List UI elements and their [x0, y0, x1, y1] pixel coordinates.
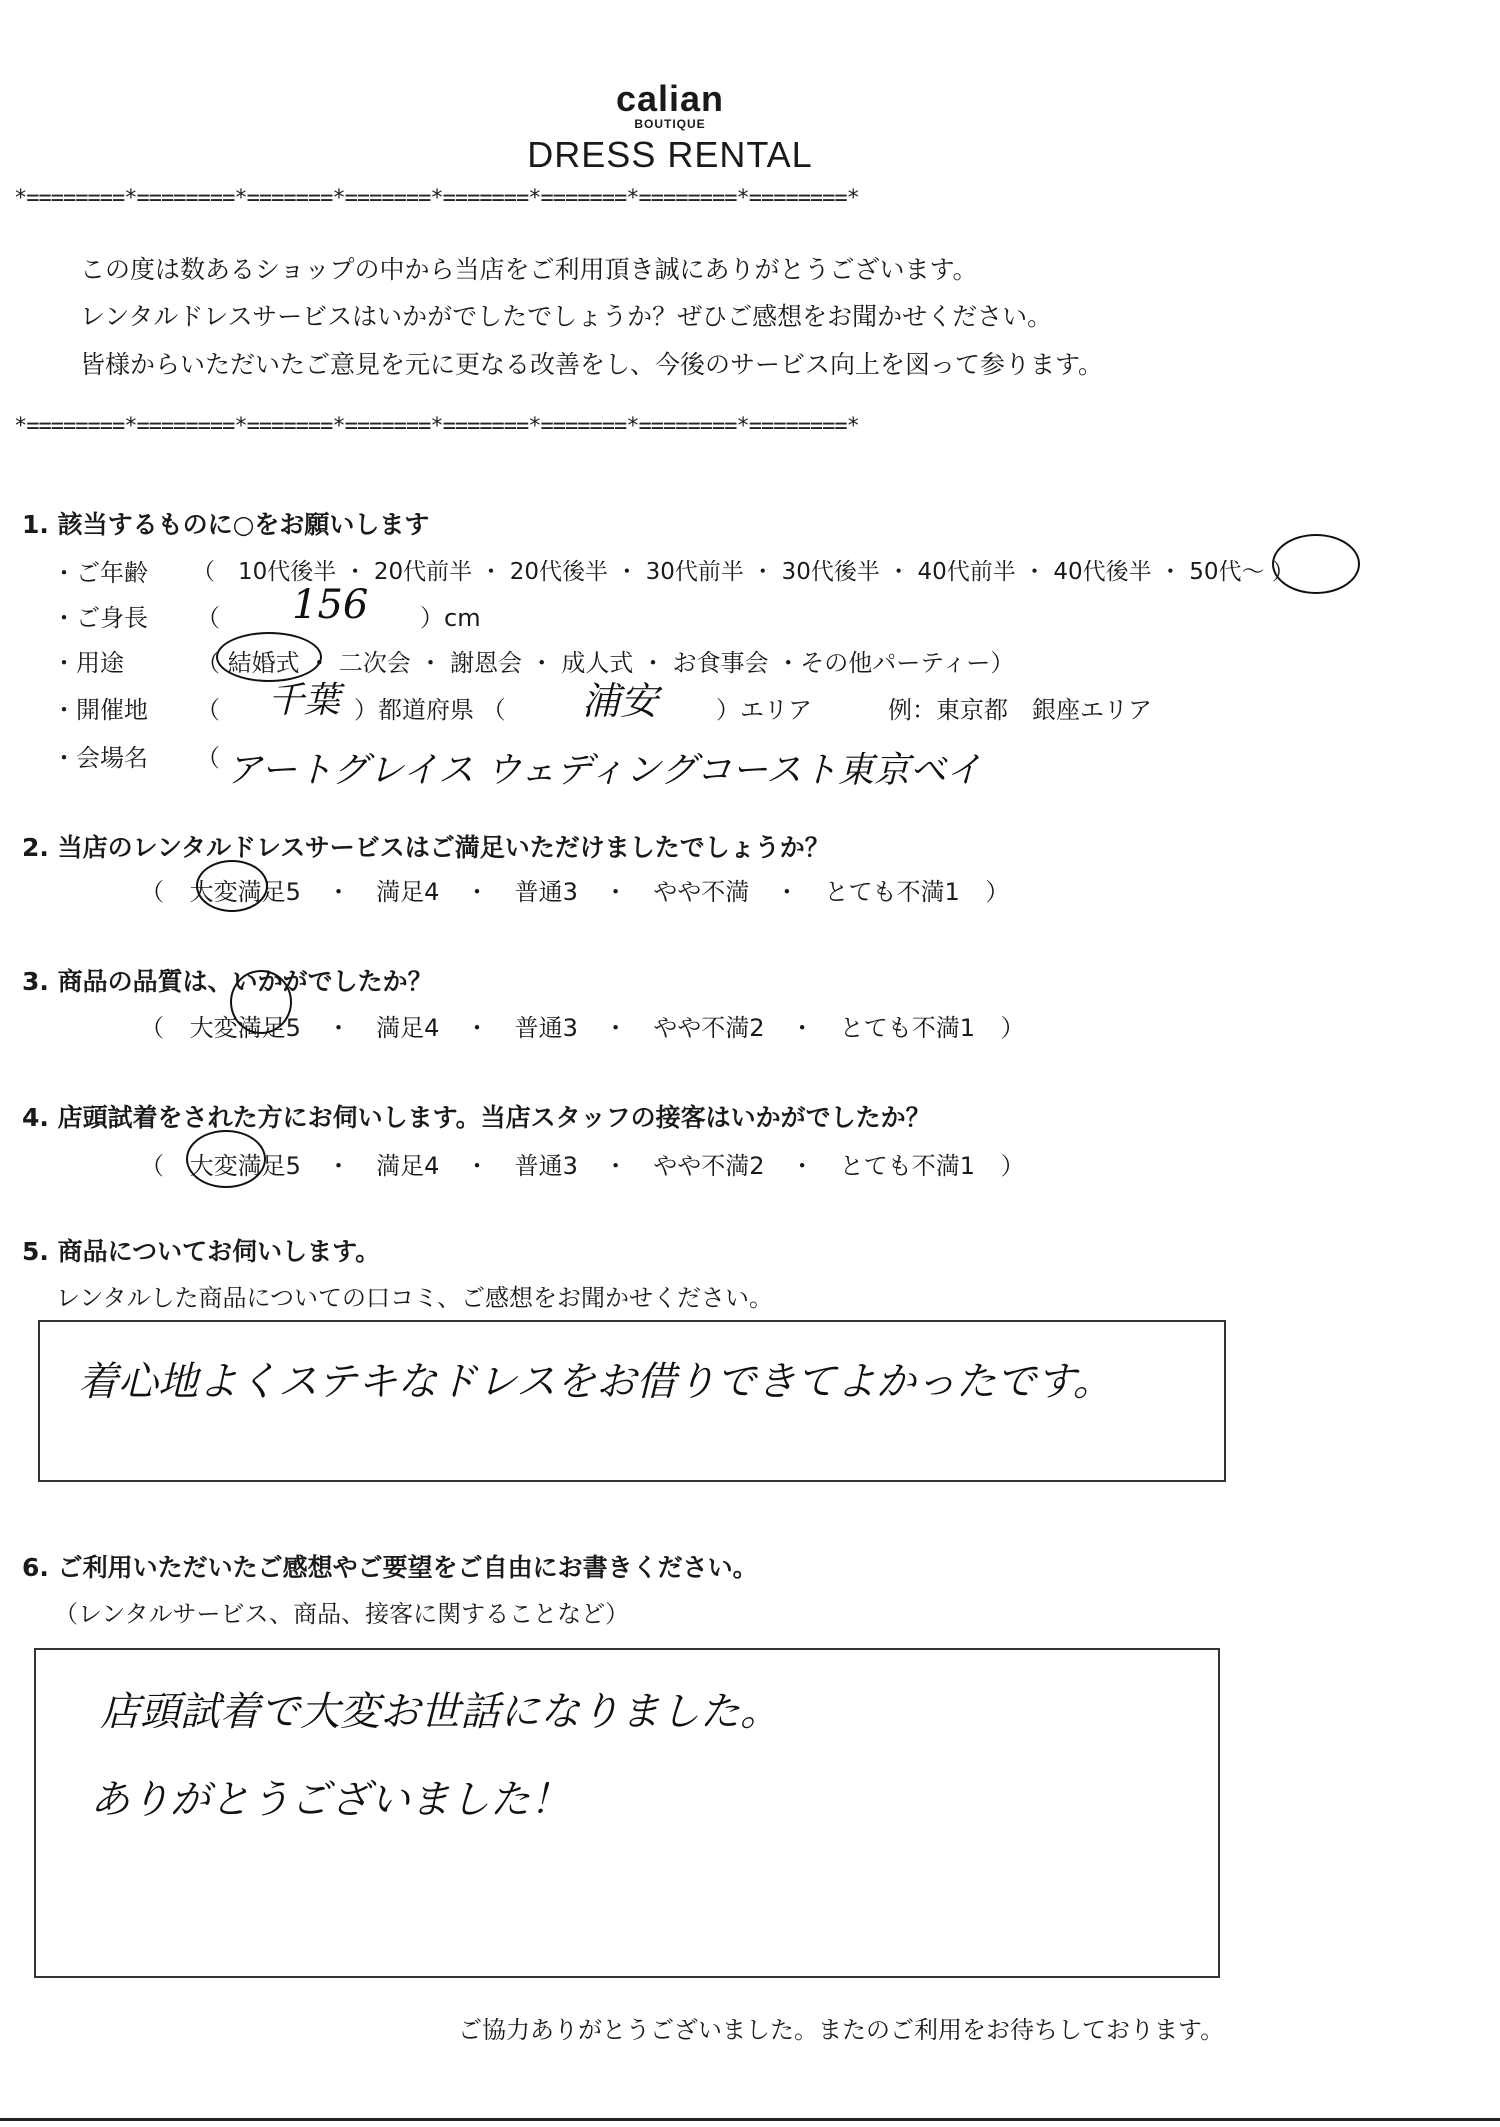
- venue-mid: ）都道府県 （: [354, 696, 506, 724]
- venue-example: 例：東京都 銀座エリア: [888, 696, 1152, 724]
- intro-line-2: レンタルドレスサービスはいかがでしたでしょうか？ぜひご感想をお聞かせください。: [80, 302, 1053, 331]
- q6-title: 6. ご利用いただいたご感想やご要望をご自由にお書きください。: [22, 1553, 758, 1582]
- q5-answer-text: 着心地よくステキなドレスをお借りできてよかったです。: [78, 1359, 1113, 1405]
- height-label: ・ご身長: [52, 604, 148, 632]
- q6-answer-line-2: ありがとうございました！: [90, 1777, 570, 1823]
- q3-selected-circle: [230, 970, 292, 1034]
- brand-sub: BOUTIQUE: [634, 117, 706, 131]
- q4-title: 4. 店頭試着をされた方にお伺いします。当店スタッフの接客はいかがでしたか？: [22, 1103, 931, 1132]
- q2-title: 2. 当店のレンタルドレスサービスはご満足いただけましたでしょうか？: [22, 833, 830, 862]
- age-options: （ 10代後半 ・ 20代前半 ・ 20代後半 ・ 30代前半 ・ 30代後半 ・ 40代前半 ・ 40代後半 ・ 50代～ ）: [192, 559, 1295, 585]
- age-selected-circle: [1272, 534, 1360, 594]
- q5-subtitle: レンタルした商品についての口コミ、ご感想をお聞かせください。: [56, 1284, 773, 1312]
- purpose-label: ・用途: [52, 649, 124, 677]
- form-title: DRESS RENTAL: [527, 134, 813, 175]
- venue-open: （: [196, 696, 220, 724]
- q2-scale: （ 大変満足5 ・ 満足4 ・ 普通3 ・ やや不満 ・ とても不満1 ）: [140, 878, 1010, 906]
- q6-answer-line-1: 店頭試着で大変お世話になりました。: [100, 1689, 780, 1735]
- q3-scale: （ 大変満足5 ・ 満足4 ・ 普通3 ・ やや不満2 ・ とても不満1 ）: [140, 1014, 1025, 1042]
- venue-pref-value[interactable]: 千葉: [268, 680, 341, 721]
- height-value[interactable]: 156: [292, 582, 369, 628]
- q4-selected-circle: [186, 1130, 266, 1188]
- venue-area-value[interactable]: 浦安: [582, 679, 659, 723]
- q4-scale: （ 大変満足5 ・ 満足4 ・ 普通3 ・ やや不満2 ・ とても不満1 ）: [140, 1152, 1025, 1180]
- q1-title: 1. 該当するものに○をお願いします: [22, 510, 430, 539]
- footer-thanks: ご協力ありがとうございました。またのご利用をお待ちしております。: [458, 2016, 1225, 2044]
- hall-label: ・会場名: [52, 744, 148, 772]
- q3-title: 3. 商品の品質は、いかがでしたか？: [22, 967, 433, 996]
- q2-selected-circle: [196, 860, 268, 912]
- q6-subtitle: （レンタルサービス、商品、接客に関することなど）: [54, 1600, 630, 1628]
- venue-label: ・開催地: [52, 696, 148, 724]
- divider-bottom: *========*========*=======*=======*=======*=======*========*========*: [14, 414, 859, 439]
- hall-value[interactable]: アートグレイス ウェディングコースト東京ベイ: [226, 750, 982, 791]
- divider-top: *========*========*=======*=======*=======*=======*========*========*: [14, 186, 859, 211]
- age-label: ・ご年齢: [52, 559, 148, 587]
- brand-logo: calian: [615, 78, 725, 119]
- intro-line-1: この度は数あるショップの中から当店をご利用頂き誠にありがとうございます。: [80, 255, 978, 284]
- hall-open: （: [196, 744, 220, 772]
- height-open: （: [196, 604, 220, 632]
- venue-close: ）エリア: [716, 696, 812, 724]
- bottom-rule: [0, 2118, 1500, 2121]
- intro-line-3: 皆様からいただいたご意見を元に更なる改善をし、今後のサービス向上を図って参ります。: [80, 350, 1104, 379]
- q5-title: 5. 商品についてお伺いします。: [22, 1237, 381, 1266]
- height-close: ）cm: [420, 604, 481, 632]
- purpose-options: （ 結婚式 ・ 二次会 ・ 謝恩会 ・ 成人式 ・ お食事会 ・その他パーティー）: [196, 649, 1015, 677]
